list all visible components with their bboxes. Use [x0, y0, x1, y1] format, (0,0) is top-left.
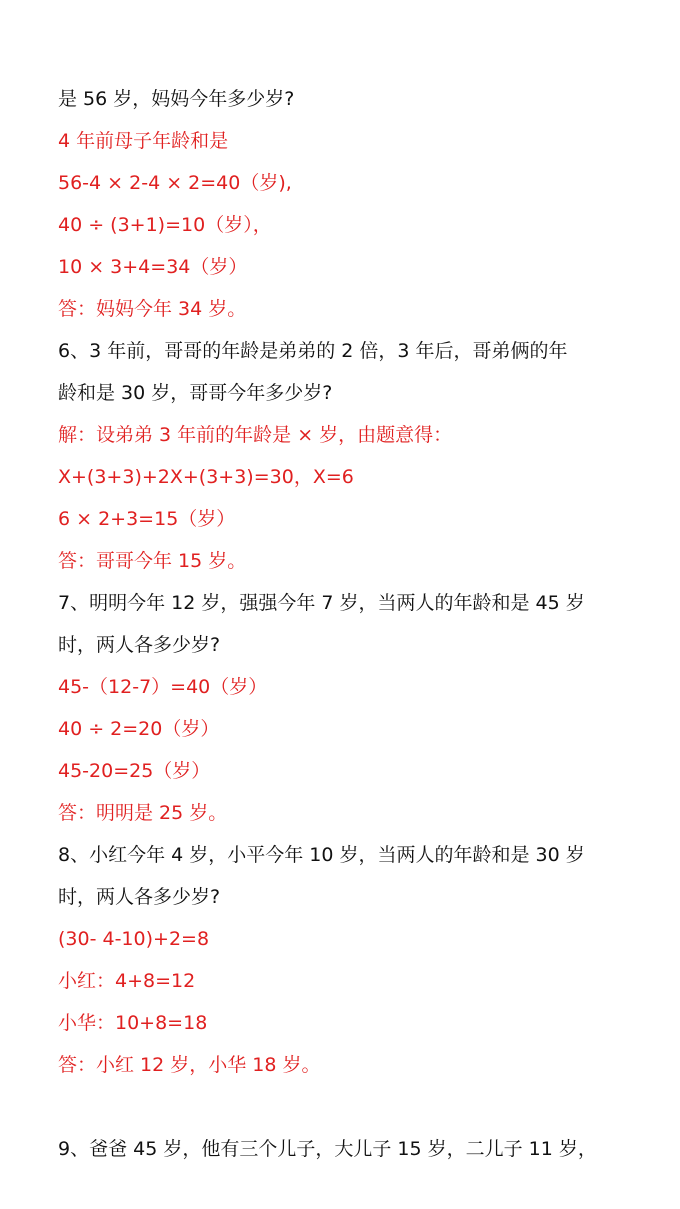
question-line: 8、小红今年 4 岁，小平今年 10 岁，当两人的年龄和是 30 岁	[58, 844, 585, 866]
answer-line: 4 年前母子年龄和是	[58, 130, 229, 152]
answer-line: 小红：4+8=12	[58, 970, 196, 992]
answer-line: 答：明明是 25 岁。	[58, 802, 228, 824]
answer-line: 40 ÷ 2=20（岁）	[58, 718, 220, 740]
question-line: 时，两人各多少岁?	[58, 634, 221, 656]
answer-line: 6 × 2+3=15（岁）	[58, 508, 236, 530]
answer-line: 45-20=25（岁）	[58, 760, 211, 782]
answer-line: X+(3+3)+2X+(3+3)=30，X=6	[58, 466, 354, 488]
answer-line: 答：妈妈今年 34 岁。	[58, 298, 247, 320]
answer-line: 10 × 3+4=34（岁）	[58, 256, 248, 278]
question-line: 6、3 年前，哥哥的年龄是弟弟的 2 倍，3 年后，哥弟俩的年	[58, 340, 568, 362]
answer-line: 40 ÷ (3+1)=10（岁），	[58, 214, 272, 236]
answer-line: 答：小红 12 岁，小华 18 岁。	[58, 1054, 321, 1076]
answer-line: 解：设弟弟 3 年前的年龄是 × 岁，由题意得：	[58, 424, 453, 446]
answer-line: (30- 4-10)+2=8	[58, 928, 210, 950]
question-line: 7、明明今年 12 岁，强强今年 7 岁，当两人的年龄和是 45 岁	[58, 592, 585, 614]
answer-line: 45-（12-7）=40（岁）	[58, 676, 268, 698]
question-line: 龄和是 30 岁，哥哥今年多少岁?	[58, 382, 333, 404]
answer-line: 答：哥哥今年 15 岁。	[58, 550, 247, 572]
question-line: 是 56 岁，妈妈今年多少岁?	[58, 88, 295, 110]
blank-line	[58, 1086, 658, 1128]
question-line: 9、爸爸 45 岁，他有三个儿子，大儿子 15 岁，二儿子 11 岁，	[58, 1138, 597, 1160]
question-line: 时，两人各多少岁?	[58, 886, 221, 908]
answer-line: 小华：10+8=18	[58, 1012, 208, 1034]
document-body	[58, 78, 658, 1170]
answer-line: 56-4 × 2-4 × 2=40（岁),	[58, 172, 292, 194]
